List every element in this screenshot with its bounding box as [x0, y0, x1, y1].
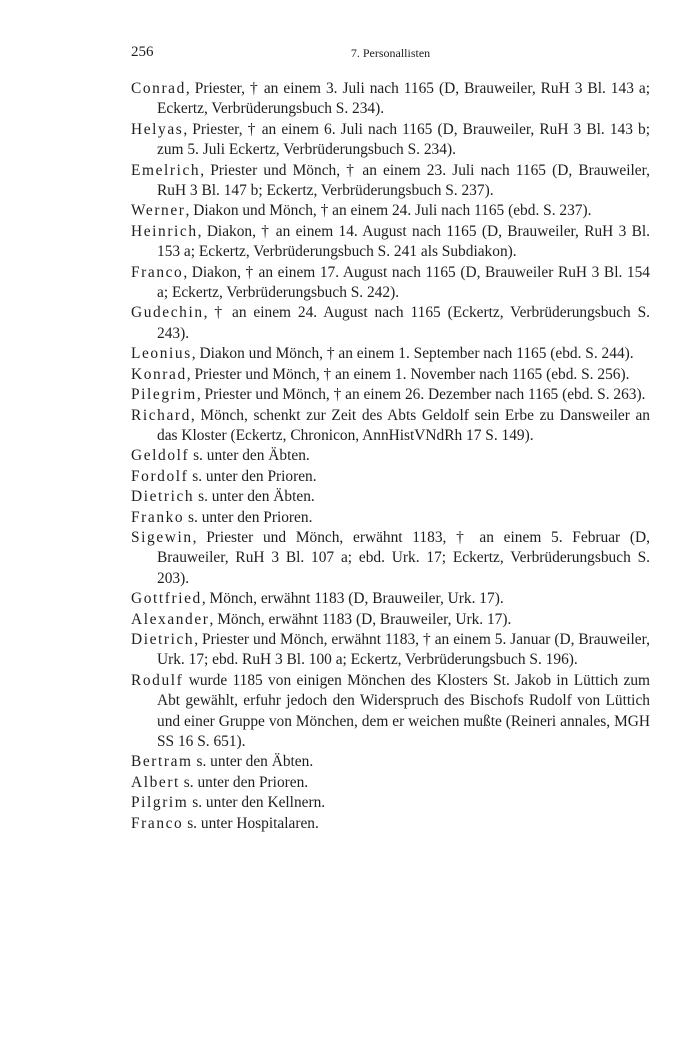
entry-name: Werner — [131, 202, 186, 220]
list-item — [131, 793, 650, 813]
list-item — [131, 752, 650, 772]
list-item — [131, 508, 650, 528]
entry-text: , Diakon, † an einem 17. August nach 1165 (D, Brauweiler RuH 3 Bl. 154 a; Eckertz, Verbrüderungsbuch S. 242). — [157, 263, 650, 302]
entry-name: Bertram — [131, 753, 193, 771]
entry-text: , Priester, † an einem 3. Juli nach 1165 (D, Brauweiler, RuH 3 Bl. 143 a; Eckertz, Verbrüderungsbuch S. 234). — [157, 80, 650, 118]
entry-name: Pilegrim — [131, 386, 197, 404]
entry-name: Albert — [131, 773, 180, 791]
list-item — [131, 303, 650, 344]
list-item — [131, 161, 650, 202]
list-item — [131, 814, 650, 834]
entry-text: , Priester und Mönch, erwähnt 1183, † an einem 5. Januar (D, Brauweiler, Urk. 17; ebd. RuH 3 Bl. 100 a; Eckertz, Verbrüderungsbuch S. 196). — [157, 630, 650, 669]
entry-text: wurde 1185 von einigen Mönchen des Klosters St. Jakob in Lüttich zum Abt gewählt, erfuhr jedoch den Widerspruch des Bischofs Rudolf von Lüttich und einer Gruppe von Mönchen, dem er weichen mußte (Reineri annales, MGH SS 16 S. 651). — [157, 671, 650, 750]
entry-name: Franko — [131, 508, 185, 526]
list-item — [131, 610, 650, 630]
list-item — [131, 120, 650, 161]
entry-name: Richard — [131, 406, 191, 424]
list-item — [131, 385, 650, 405]
entry-name: Dietrich — [131, 630, 195, 648]
entry-text: , Mönch, schenkt zur Zeit des Abts Geldolf sein Erbe zu Dansweiler an das Kloster (Eckertz, Chronicon, AnnHistVNdRh 17 S. 149). — [157, 406, 650, 444]
entry-name: Konrad — [131, 365, 187, 383]
entry-name: Pilgrim — [131, 794, 189, 812]
list-item — [131, 487, 650, 507]
entry-name: Leonius — [131, 345, 192, 363]
entry-name: Fordolf — [131, 467, 189, 485]
entry-text: s. unter den Äbten. — [192, 753, 314, 771]
entry-name: Dietrich — [131, 488, 195, 506]
list-item — [131, 773, 650, 793]
list-item — [131, 344, 650, 364]
list-item — [131, 263, 650, 304]
entry-name: Helyas — [131, 120, 184, 138]
entry-name: Conrad — [131, 80, 186, 97]
list-item — [131, 467, 650, 487]
entry-text: s. unter den Prioren. — [188, 467, 317, 485]
entry-text: , † an einem 24. August nach 1165 (Eckertz, Verbrüderungsbuch S. 243). — [157, 304, 650, 342]
list-item — [131, 630, 650, 671]
entry-name: Gudechin — [131, 304, 204, 322]
entry-text: s. unter den Äbten. — [194, 488, 315, 506]
entry-name: Heinrich — [131, 222, 198, 240]
list-item — [131, 446, 650, 466]
entry-name: Sigewin — [131, 528, 193, 546]
list-item — [131, 79, 650, 120]
running-head: 7. Personallisten — [350, 46, 431, 60]
entry-list — [131, 79, 650, 834]
page-header — [131, 44, 650, 64]
entry-text: , Priester und Mönch, † an einem 23. Juli nach 1165 (D, Brauweiler, RuH 3 Bl. 147 b; Eckertz, Verbrüderungsbuch S. 237). — [157, 161, 650, 200]
list-item — [131, 201, 650, 221]
entry-text: , Diakon und Mönch, † an einem 1. September nach 1165 (ebd. S. 244). — [191, 345, 634, 363]
page-number: 256 — [131, 44, 154, 60]
entry-name: Emelrich — [131, 161, 201, 179]
entry-name: Gottfried — [131, 590, 202, 608]
entry-text: , Mönch, erwähnt 1183 (D, Brauweiler, Urk. 17). — [209, 610, 512, 628]
entry-text: s. unter den Äbten. — [189, 447, 310, 465]
entry-name: Geldolf — [131, 447, 190, 465]
entry-name: Alexander — [131, 610, 210, 628]
entry-name: Franco — [131, 263, 184, 281]
list-item — [131, 365, 650, 385]
entry-text: , Priester und Mönch, erwähnt 1183, † an einem 5. Februar (D, Brauweiler, RuH 3 Bl. 107 a; ebd. Urk. 17; Eckertz, Verbrüderungsbuch S. 203). — [157, 528, 650, 587]
entry-text: s. unter den Prioren. — [184, 508, 313, 526]
list-item — [131, 671, 650, 753]
entry-text: , Priester und Mönch, † an einem 1. November nach 1165 (ebd. S. 256). — [186, 365, 630, 383]
entry-name: Rodulf — [131, 671, 184, 689]
entry-text: , Priester und Mönch, † an einem 26. Dezember nach 1165 (ebd. S. 263). — [196, 386, 646, 404]
entry-text: s. unter den Kellnern. — [188, 794, 326, 812]
list-item — [131, 589, 650, 609]
entry-text: , Diakon und Mönch, † an einem 24. Juli nach 1165 (ebd. S. 237). — [185, 202, 592, 220]
entry-text: , Mönch, erwähnt 1183 (D, Brauweiler, Urk. 17). — [201, 590, 504, 608]
entry-text: s. unter Hospitalaren. — [183, 814, 319, 832]
entry-text: , Diakon, † an einem 14. August nach 1165 (D, Brauweiler, RuH 3 Bl. 153 a; Eckertz, Verbrüderungsbuch S. 241 als Subdiakon). — [157, 222, 650, 261]
entry-text: , Priester, † an einem 6. Juli nach 1165 (D, Brauweiler, RuH 3 Bl. 143 b; zum 5. Juli Eckertz, Verbrüderungsbuch S. 234). — [157, 120, 650, 159]
entry-name: Franco — [131, 814, 184, 832]
list-item — [131, 222, 650, 263]
list-item — [131, 528, 650, 589]
entry-text: s. unter den Prioren. — [179, 773, 309, 791]
list-item — [131, 406, 650, 447]
